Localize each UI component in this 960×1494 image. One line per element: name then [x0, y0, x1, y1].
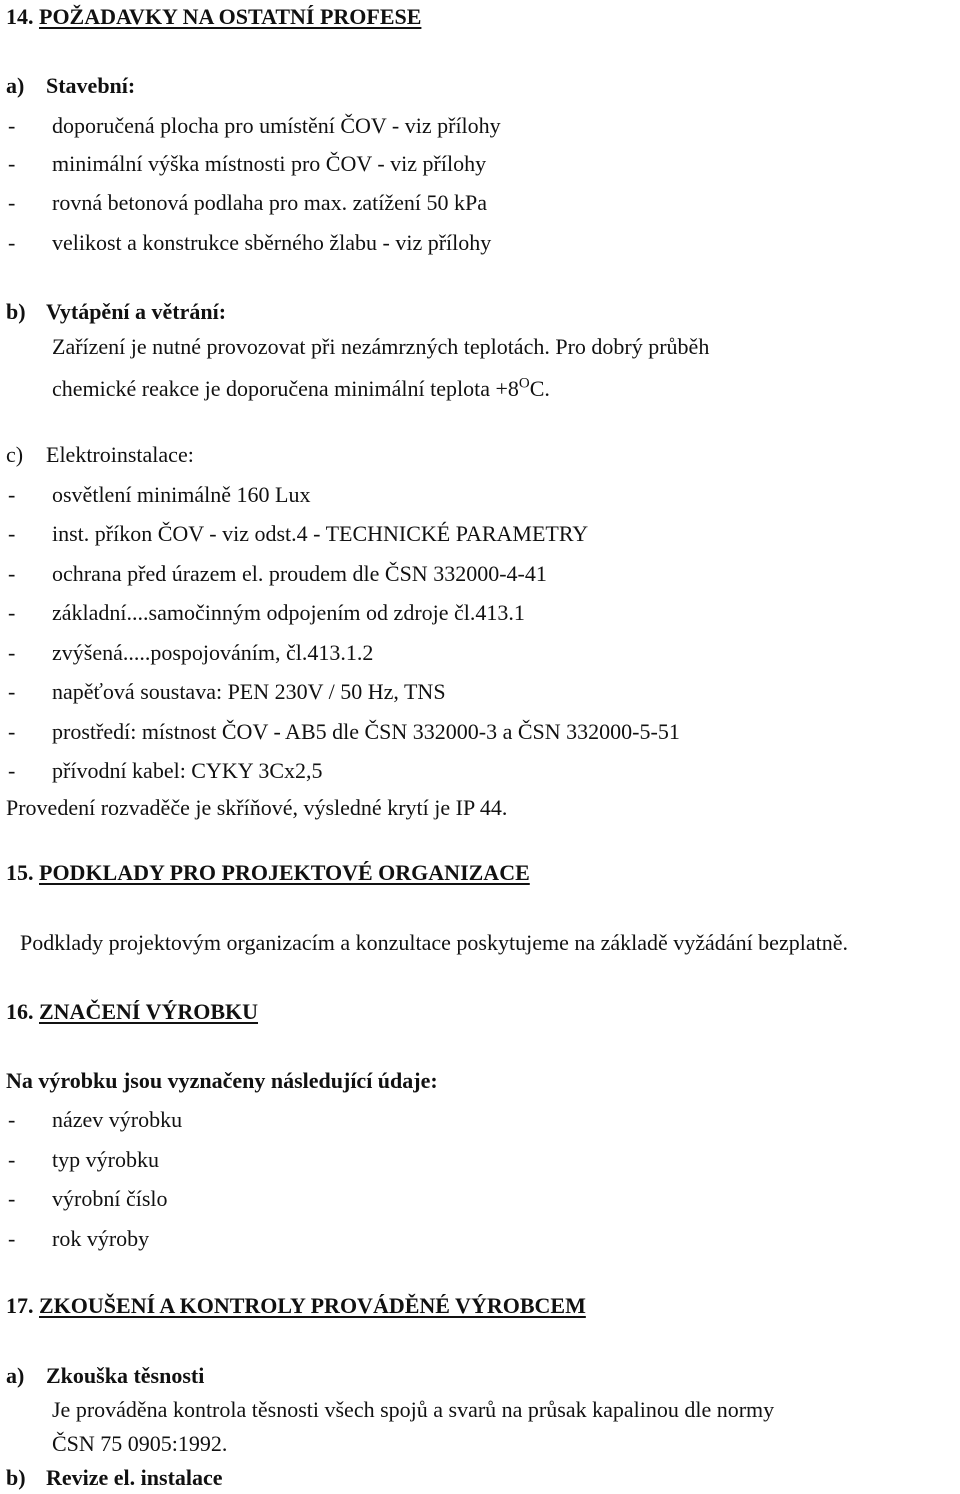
degree-superscript: O [518, 375, 530, 392]
list-item: - doporučená plocha pro umístění ČOV - viz přílohy [8, 113, 501, 138]
list-item: - zvýšená.....pospojováním, čl.413.1.2 [8, 640, 374, 665]
list-item: - typ výrobku [8, 1147, 159, 1172]
section-15-title: PODKLADY PRO PROJEKTOVÉ ORGANIZACE [39, 860, 530, 885]
subsection-b-heading [6, 1465, 223, 1491]
list-item: - napěťová soustava: PEN 230V / 50 Hz, TNS [8, 679, 446, 704]
section-14-heading [6, 4, 421, 30]
section-14-title: POŽADAVKY NA OSTATNÍ PROFESE [39, 4, 422, 29]
subsection-a-title: Zkouška těsnosti [46, 1363, 205, 1388]
paragraph-line: Podklady projektovým organizacím a konzultace poskytujeme na základě vyžádání bezplatně. [20, 930, 848, 955]
section-17-number: 17. [6, 1293, 34, 1318]
list-item: - rok výroby [8, 1226, 150, 1251]
subsection-a-heading [6, 1363, 204, 1389]
section-16-number: 16. [6, 999, 34, 1024]
subsection-b-title: Revize el. instalace [46, 1465, 223, 1490]
list-item: - prostředí: místnost ČOV - AB5 dle ČSN 332000-3 a ČSN 332000-5-51 [8, 719, 680, 744]
section-16-title: ZNAČENÍ VÝROBKU [39, 999, 259, 1024]
section-16-subtitle: Na výrobku jsou vyznačeny následující údaje: [6, 1068, 438, 1093]
subsection-a-label: a) [6, 73, 25, 98]
section-17-title: ZKOUŠENÍ A KONTROLY PROVÁDĚNÉ VÝROBCEM [39, 1293, 586, 1318]
list-item: - ochrana před úrazem el. proudem dle ČSN 332000-4-41 [8, 561, 547, 586]
list-item: - osvětlení minimálně 160 Lux [8, 482, 311, 507]
subsection-b-heading [6, 299, 226, 325]
list-item: - výrobní číslo [8, 1186, 168, 1211]
list-item: - rovná betonová podlaha pro max. zatížení 50 kPa [8, 190, 487, 215]
subsection-c-heading [6, 442, 194, 468]
section-16-heading [6, 999, 258, 1025]
section-15-number: 15. [6, 860, 34, 885]
subsection-c-title: Elektroinstalace: [46, 442, 194, 467]
section-17-heading [6, 1293, 586, 1319]
paragraph-line: chemické reakce je doporučena minimální teplota $+8^OC$. [52, 375, 550, 401]
section-15-heading [6, 860, 530, 886]
paragraph-line: ČSN 75 0905:1992. [52, 1431, 228, 1456]
list-item: - inst. příkon ČOV - viz odst.4 - TECHNICKÉ PARAMETRY [8, 521, 589, 546]
list-item: - základní....samočinným odpojením od zdroje čl.413.1 [8, 600, 525, 625]
subsection-a-heading [6, 73, 135, 99]
list-item: - velikost a konstrukce sběrného žlabu - viz přílohy [8, 230, 492, 255]
section-14-number: 14. [6, 4, 34, 29]
subsection-c-label: c) [6, 442, 24, 467]
subsection-b-label: b) [6, 299, 26, 324]
paragraph-line: Zařízení je nutné provozovat při nezámrzných teplotách. Pro dobrý průběh [52, 334, 710, 359]
subsection-b-label: b) [6, 1465, 26, 1490]
list-item: - minimální výška místnosti pro ČOV - viz přílohy [8, 151, 487, 176]
subsection-b-title: Vytápění a větrání: [46, 299, 227, 324]
list-item: - přívodní kabel: CYKY 3Cx2,5 [8, 758, 323, 783]
subsection-a-title: Stavební: [46, 73, 136, 98]
paragraph-line: Provedení rozvaděče je skříňové, výsledné krytí je IP 44. [6, 795, 508, 820]
list-item: - název výrobku [8, 1107, 183, 1132]
paragraph-line: Je prováděna kontrola těsnosti všech spojů a svarů na průsak kapalinou dle normy [52, 1397, 775, 1422]
subsection-a-label: a) [6, 1363, 25, 1388]
